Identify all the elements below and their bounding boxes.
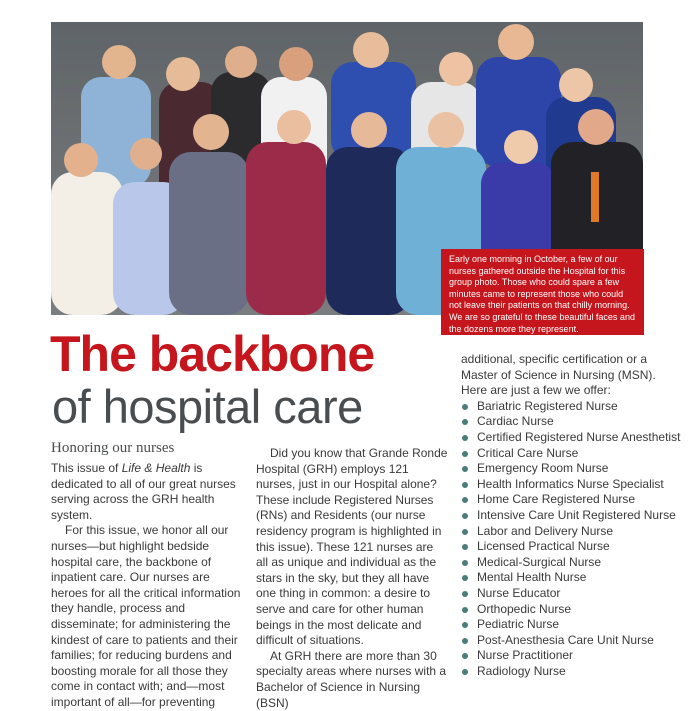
list-item: Labor and Delivery Nurse [461,524,661,540]
publication-name: Life & Health [121,461,191,475]
list-item: Licensed Practical Nurse [461,539,661,555]
paragraph: At GRH there are more than 30 specialty areas where nurses with a Bachelor of Science in Nursing (BSN) [256,648,447,710]
list-item: Nurse Educator [461,586,661,602]
list-item: Post-Anesthesia Care Unit Nurse [461,633,661,649]
list-item: Intensive Care Unit Registered Nurse [461,508,661,524]
paragraph [51,461,241,523]
list-item: Cardiac Nurse [461,414,661,430]
paragraph: For this issue, we honor all our nurses—but highlight bedside hospital care, the backbone of inpatient care. Our nurses are heroes for all the critical information they handle, process and disseminate; for administering the kindest of care to patients and their families; for reducing burdens and boosting morale for all those they come in contact with; and—most important of all—for preventing [51,523,241,709]
page-title: The backbone [50,326,375,382]
list-item: Health Informatics Nurse Specialist [461,477,661,493]
paragraph: Did you know that Grande Ronde Hospital (GRH) employs 121 nurses, just in our Hospital alone? These include Registered Nurses (RNs) and Residents (our nurse residency program is highlighted in this issue). These 121 nurses are all as unique and individual as the stars in the sky, but they all have one thing in common: a desire to serve and care for other human beings in the most delicate and difficult of situations. [256,446,448,648]
list-item: Radiology Nurse [461,664,661,680]
list-item: Orthopedic Nurse [461,602,661,618]
text-run: This issue of [51,461,122,475]
list-item: Critical Care Nurse [461,446,661,462]
article-column-2 [256,446,448,711]
text-run: is dedicated to all of our great nurses serving across the GRH health system. [51,461,236,522]
list-item: Emergency Room Nurse [461,461,661,477]
list-item: Mental Health Nurse [461,570,661,586]
article-column-3 [461,352,681,679]
list-item: Certified Registered Nurse Anesthetist [461,430,661,446]
page-title-secondary: of hospital care [52,380,363,433]
list-item: Home Care Registered Nurse [461,492,661,508]
article-column-1 [51,461,241,711]
list-item: Bariatric Registered Nurse [461,399,661,415]
photo-caption: Early one morning in October, a few of our nurses gathered outside the Hospital for this group photo. Those who could spare a few minutes came to represent those who could not leave their patients on that chilly morning. We are so grateful to these beautiful faces and the dozens more they represent. [441,249,644,335]
paragraph: additional, specific certification or a Master of Science in Nursing (MSN). Here are just a few we offer: [461,352,656,398]
list-item: Pediatric Nurse [461,617,661,633]
list-item: Nurse Practitioner [461,648,661,664]
specialty-list [461,398,681,680]
list-item: Medical-Surgical Nurse [461,555,661,571]
section-subheading: Honoring our nurses [51,440,175,456]
